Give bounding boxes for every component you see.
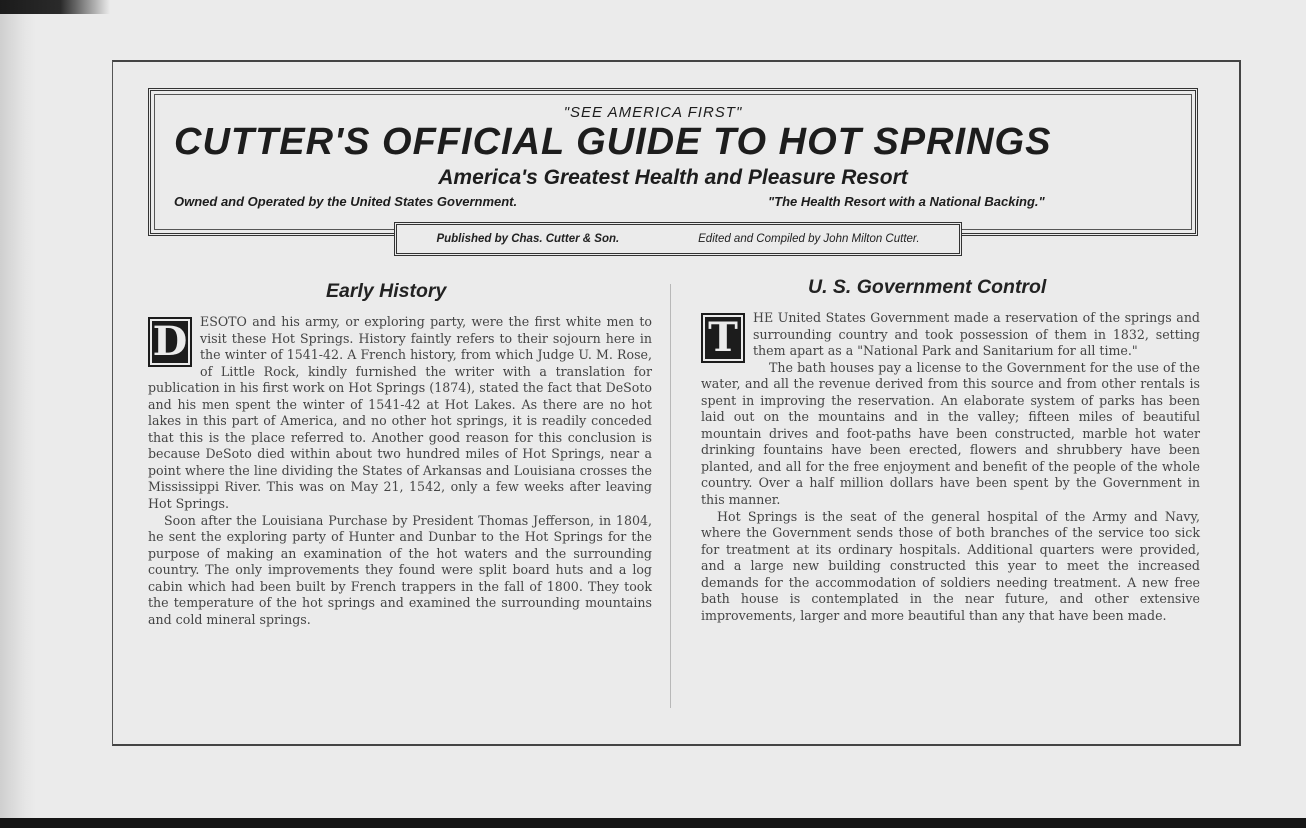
left-column-text	[148, 314, 652, 628]
column-divider	[670, 284, 671, 708]
subtitle: America's Greatest Health and Pleasure Resort	[438, 166, 908, 189]
left-paragraph-1-text: ESOTO and his army, or exploring party, were the first white men to visit these Hot Springs. History faintly refers to their sojourn here in the winter of 1541-42. A French history, from which Judge U. M. Rose, of Little Rock, kindly furnished the writer with a translation for publication in his first work on Hot Springs (1874), stated the fact that DeSoto and his men spent the winter of 1541-42 at Hot Lakes. As there are no hot lakes in this part of America, and no other hot springs, it is readily conceded that this is the place referred to. Another good reason for this conclusion is because DeSoto died within about two hundred miles of Hot Springs, near a point where the line dividing the States of Arkansas and Louisiana crosses the Mississippi River. This was on May 21, 1542, only a few weeks after leaving Hot Springs.	[148, 314, 652, 512]
left-paragraph-2: Soon after the Louisiana Purchase by President Thomas Jefferson, in 1804, he sent the exploring party of Hunter and Dunbar to the Hot Springs for the purpose of making an examination of the hot waters and the surrounding country. The only improvements they found were split board huts and a log cabin which had been built by French trappers in the fall of 1800. They took the temperature of the hot springs and examined the surrounding mountains and cold mineral springs.	[148, 512, 652, 627]
page-corner-shadow	[0, 0, 110, 14]
page-bottom-edge	[0, 818, 1306, 828]
left-column-heading: Early History	[326, 280, 447, 302]
dropcap-d: D	[148, 317, 192, 367]
right-paragraph-1-text: HE United States Government made a reservation of the springs and surrounding country and took possession of them in 1832, setting them apart as a "National Park and Sanitarium for all time."	[753, 310, 1200, 359]
right-paragraph-2: The bath houses pay a license to the Government for the use of the water, and all the revenue derived from this source and from other rentals is spent in improving the reservation. An elaborate system of parks has been laid out on the mountains and in the valley; fifteen miles of beautiful mountain drives and foot-paths have been constructed, marble hot water drinking fountains have been erected, flowers and shrubbery have been planted, and all for the free enjoyment and benefit of the people of the whole country. Over a half million dollars have been spent by the Government in this manner.	[701, 359, 1200, 508]
editor-text: Edited and Compiled by John Milton Cutter.	[698, 233, 920, 245]
dropcap-t: T	[701, 313, 745, 363]
publisher-text: Published by Chas. Cutter & Son.	[436, 233, 620, 245]
owned-line: Owned and Operated by the United States Government.	[174, 194, 518, 209]
right-column-text	[701, 310, 1200, 624]
right-paragraph-1	[701, 310, 1200, 360]
right-column-heading: U. S. Government Control	[808, 276, 1047, 298]
health-resort-line: "The Health Resort with a National Backing."	[768, 194, 1045, 209]
left-paragraph-1	[148, 314, 652, 513]
right-paragraph-3: Hot Springs is the seat of the general hospital of the Army and Navy, where the Government sends those of both branches of the service too sick for treatment at its ordinary hospitals. Additional quarters were provided, and a large new building constructed this year to meet the increased demands for the accommodation of soldiers needing treatment. A new free bath house is contemplated in the near future, and other extensive improvements, larger and more beautiful than any that have been made.	[701, 508, 1200, 623]
book-spine-shadow	[0, 0, 36, 828]
publisher-box	[394, 222, 962, 256]
tagline: "SEE AMERICA FIRST"	[563, 104, 743, 121]
page-title: CUTTER'S OFFICIAL GUIDE TO HOT SPRINGS	[174, 121, 1052, 163]
